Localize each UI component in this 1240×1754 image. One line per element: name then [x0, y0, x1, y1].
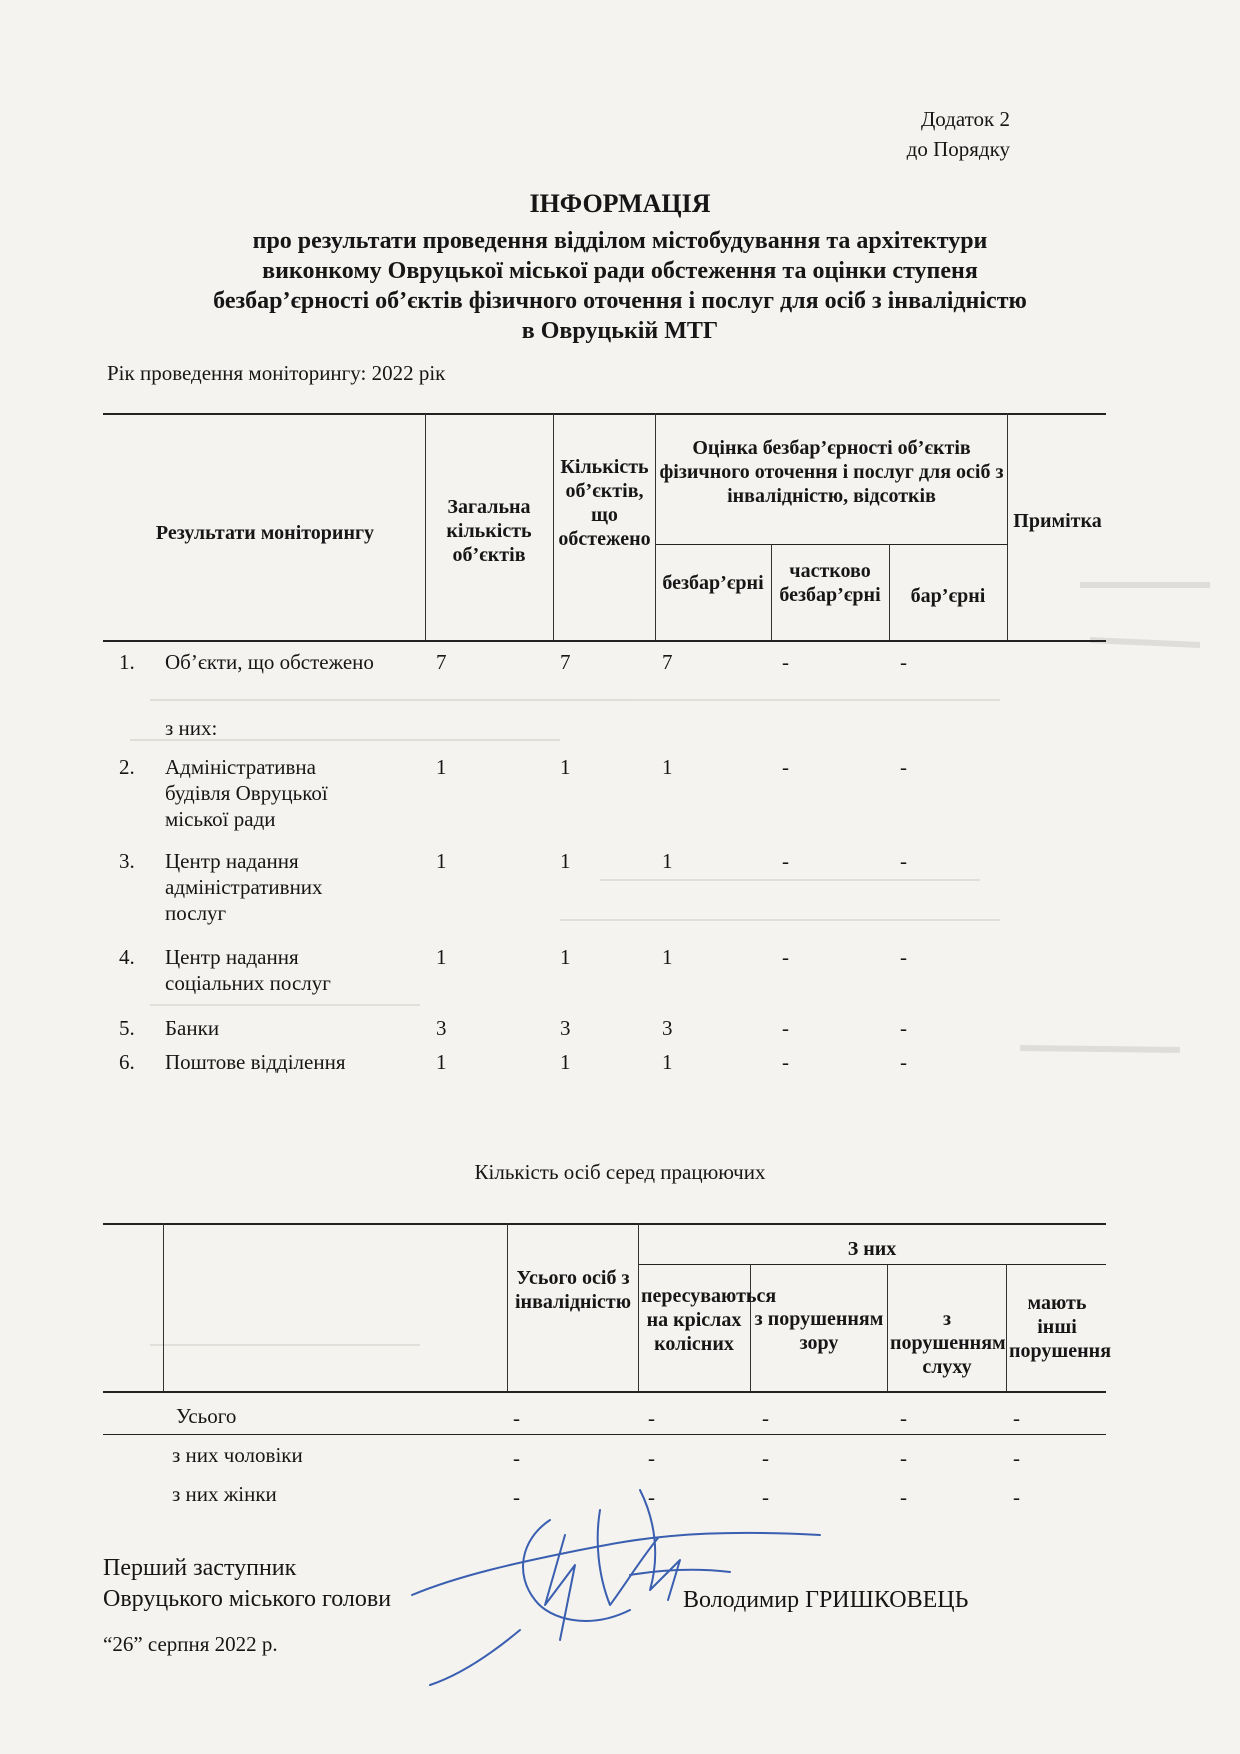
table2-col-divider	[1006, 1264, 1007, 1391]
cell-partial: -	[782, 650, 789, 674]
row-name: Центр надання соціальних послуг	[165, 945, 331, 995]
table2-col-divider	[638, 1223, 639, 1391]
cell-total: -	[513, 1446, 520, 1470]
table1-col-divider	[655, 413, 656, 640]
cell-total: 1	[436, 849, 447, 873]
section-title-employees: Кількість осіб серед працюючих	[474, 1160, 766, 1184]
cell-wheelchair: -	[648, 1446, 655, 1470]
row-name: Поштове відділення	[165, 1050, 346, 1074]
cell-barrier: -	[900, 650, 907, 674]
cell-surveyed: 7	[560, 650, 571, 674]
table1-col-divider	[771, 544, 772, 640]
row-label: з них жінки	[172, 1482, 277, 1506]
row-name: Банки	[165, 1016, 220, 1040]
col-header-of-them: З них	[847, 1238, 897, 1260]
col-header-barrier: бар’єрні	[910, 585, 986, 607]
table1-col-divider	[1007, 413, 1008, 640]
cell-barrier-free: 3	[662, 1016, 673, 1040]
title-line-4: в Овруцькій МТГ	[521, 318, 719, 344]
cell-partial: -	[782, 849, 789, 873]
col-header-total: Загальна кількість об’єктів	[446, 496, 532, 566]
row-number: 6.	[119, 1050, 135, 1074]
cell-hearing: -	[900, 1485, 907, 1509]
table1-top-border	[103, 413, 1106, 415]
appendix-number: Додаток 2	[920, 107, 1010, 131]
document-date: “26” серпня 2022 р.	[103, 1632, 278, 1656]
title-line-3: безбар’єрності об’єктів фізичного оточення і послуг для осіб з інвалідністю	[213, 288, 1027, 314]
signatory-name: Володимир ГРИШКОВЕЦЬ	[683, 1587, 969, 1613]
cell-total: 7	[436, 650, 447, 674]
cell-surveyed: 1	[560, 849, 571, 873]
cell-barrier: -	[900, 849, 907, 873]
row-label: Усього	[176, 1404, 237, 1428]
cell-total: 1	[436, 755, 447, 779]
row-name: Центр надання адміністративних послуг	[165, 849, 323, 925]
cell-barrier: -	[900, 1016, 907, 1040]
cell-vision: -	[762, 1406, 769, 1430]
cell-barrier: -	[900, 755, 907, 779]
table2-col-divider	[163, 1223, 164, 1391]
col-header-note: Примітка	[1013, 510, 1102, 532]
cell-surveyed: 3	[560, 1016, 571, 1040]
table2-row-border	[103, 1434, 1106, 1435]
cell-total: -	[513, 1485, 520, 1509]
signatory-position-line2: Овруцького міського голови	[103, 1586, 392, 1612]
appendix-reference: до Порядку	[906, 137, 1010, 161]
row-label: з них чоловіки	[172, 1443, 303, 1467]
cell-other: -	[1013, 1406, 1020, 1430]
cell-vision: -	[762, 1446, 769, 1470]
cell-barrier-free: 1	[662, 849, 673, 873]
col-header-total-disabled: Усього осіб з інвалідністю	[514, 1267, 631, 1313]
cell-wheelchair: -	[648, 1485, 655, 1509]
table2-header-bottom-border	[103, 1391, 1106, 1393]
cell-total: -	[513, 1406, 520, 1430]
row-number: 3.	[119, 849, 135, 873]
table2-subheader-border	[638, 1264, 1106, 1265]
row-subnote: з них:	[165, 716, 218, 740]
cell-vision: -	[762, 1485, 769, 1509]
col-header-barrier-free: безбар’єрні	[662, 572, 764, 594]
col-header-vision: з порушенням зору	[754, 1308, 884, 1354]
title-line-2: виконкому Овруцької міської ради обстеження та оцінки ступеня	[262, 258, 978, 284]
table2-top-border	[103, 1223, 1106, 1225]
cell-total: 1	[436, 945, 447, 969]
table1-col-divider	[553, 413, 554, 640]
col-header-hearing: з порушенням слуху	[890, 1308, 1006, 1378]
cell-barrier-free: 1	[662, 945, 673, 969]
cell-surveyed: 1	[560, 945, 571, 969]
cell-surveyed: 1	[560, 1050, 571, 1074]
cell-partial: -	[782, 755, 789, 779]
cell-wheelchair: -	[648, 1406, 655, 1430]
handwritten-signature	[400, 1480, 850, 1690]
monitoring-year: Рік проведення моніторингу: 2022 рік	[107, 361, 446, 385]
cell-barrier-free: 7	[662, 650, 673, 674]
cell-partial: -	[782, 1016, 789, 1040]
cell-partial: -	[782, 1050, 789, 1074]
row-number: 4.	[119, 945, 135, 969]
cell-surveyed: 1	[560, 755, 571, 779]
row-name: Адміністративна будівля Овруцької міської ради	[165, 755, 328, 831]
cell-hearing: -	[900, 1446, 907, 1470]
row-number: 5.	[119, 1016, 135, 1040]
table2-col-divider	[887, 1264, 888, 1391]
col-header-other: мають інші порушення	[1009, 1292, 1112, 1362]
cell-barrier-free: 1	[662, 755, 673, 779]
cell-total: 3	[436, 1016, 447, 1040]
row-number: 2.	[119, 755, 135, 779]
cell-barrier: -	[900, 1050, 907, 1074]
title-line-1: про результати проведення відділом містобудування та архітектури	[252, 228, 988, 254]
table1-subheader-border	[655, 544, 1007, 545]
table2-col-divider	[750, 1264, 751, 1391]
cell-hearing: -	[900, 1406, 907, 1430]
signatory-position-line1: Перший заступник	[103, 1555, 297, 1581]
cell-total: 1	[436, 1050, 447, 1074]
row-name: Об’єкти, що обстежено	[165, 650, 374, 674]
cell-partial: -	[782, 945, 789, 969]
col-header-surveyed: Кількість об’єктів, що обстежено	[558, 456, 651, 550]
col-header-partially-barrier-free: частково безбар’єрні	[779, 560, 881, 606]
col-header-results: Результати моніторингу	[155, 522, 375, 544]
document-title: ІНФОРМАЦІЯ	[529, 189, 711, 218]
row-number: 1.	[119, 650, 135, 674]
cell-other: -	[1013, 1446, 1020, 1470]
cell-barrier: -	[900, 945, 907, 969]
table1-col-divider	[425, 413, 426, 640]
col-header-assessment: Оцінка безбар’єрності об’єктів фізичного оточення і послуг для осіб з інвалідністю, відсотків	[659, 437, 1004, 507]
table1-col-divider	[889, 544, 890, 640]
cell-barrier-free: 1	[662, 1050, 673, 1074]
col-header-wheelchair: пересуваються на кріслах колісних	[641, 1285, 777, 1355]
table1-header-bottom-border	[103, 640, 1106, 642]
cell-other: -	[1013, 1485, 1020, 1509]
table2-col-divider	[507, 1223, 508, 1391]
